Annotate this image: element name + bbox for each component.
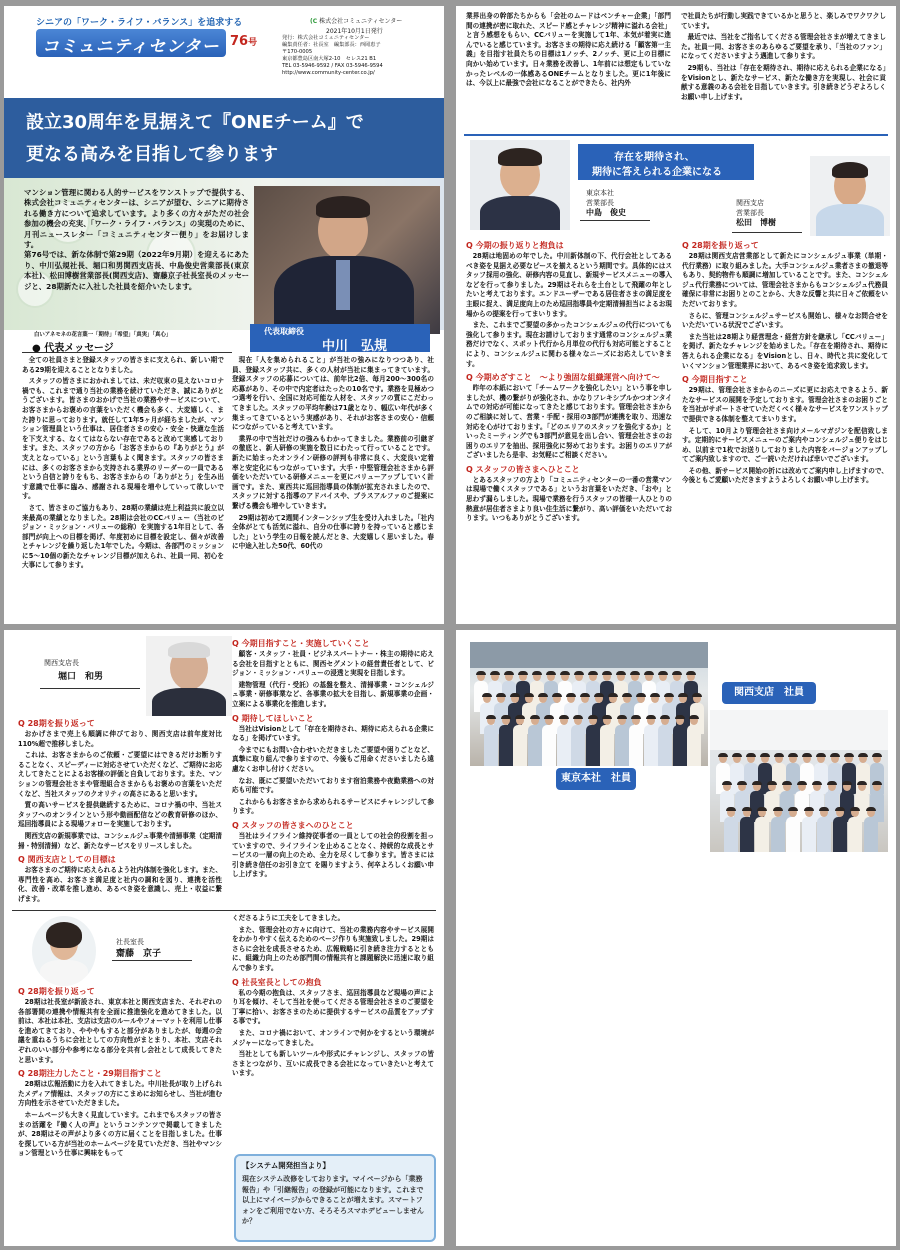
section-body: これは、お客さまからのご依頼・ご要望にはできるだけお断りすることなく、スピーディーに対応させていただくなど、ご期待にお応えしてきたことによるお客様の評価と自負しております。また、マンションの管理会社さまや管理組合さまからもお褒めの言葉をいただくなど、当社スタッフのクオリティの高さにあると思います。 bbox=[18, 751, 222, 798]
issue-no: 76 bbox=[230, 34, 249, 49]
tokyo-caption bbox=[556, 768, 636, 790]
system-box-title: 【システム開発担当より】 bbox=[242, 1161, 330, 1170]
lead-paragraph-2: 第76号では、新な体制で第29期（2022年9月期）を迎えるにあたり、中川弘規社長、堀口和男関西支店長、中島俊史営業部長(東京本社)、松田博樹営業部長(関西支店)、齋藤京子社長室長のメッセージと、28期新たに入社した社員を紹介いたします。 bbox=[24, 250, 249, 291]
matsuda-photo bbox=[810, 156, 890, 236]
message-col-1 bbox=[22, 356, 224, 618]
horiguchi-caption bbox=[44, 656, 103, 684]
section-heading: Q 28期注力したこと・29期目指すこと bbox=[18, 1069, 162, 1079]
company-brand bbox=[310, 16, 402, 25]
president-caption bbox=[250, 324, 430, 352]
nakajima-branch: 東京本社 bbox=[586, 189, 614, 197]
matsuda-caption bbox=[736, 198, 776, 228]
section-heading: Q 今期目指すこと・実施していくこと bbox=[232, 639, 370, 648]
tagline: シニアの「ワーク・ライフ・バランス」を追求する bbox=[36, 18, 243, 28]
section-body: さらに、管理コンシェルジュサービスも開始し、様々なお問合せをいただいている状況でございます。 bbox=[682, 311, 888, 330]
colophon-line: TEL 03-5946-9592 / FAX 03-5946-9594 bbox=[282, 63, 383, 69]
section-body: 私の今期の抱負は、スタッフさま、巡回指導員など現場の声により耳を傾け、そして当社を使ってくださる管理会社さまのご要望を丁寧に拾い、お客さまのために提供するサービスの品質をアップする事です。 bbox=[232, 988, 434, 1026]
cc-logo-icon: (C bbox=[310, 18, 318, 25]
message-rule bbox=[22, 352, 232, 353]
matsuda-column bbox=[682, 240, 888, 616]
company-brand-name: 株式会社コミュニティセンター bbox=[319, 18, 403, 25]
president-photo bbox=[254, 186, 440, 334]
staff-figure bbox=[615, 716, 629, 766]
lead-paragraph: マンション管理に関わる人的サービスをワンストップで提供する、株式会社コミュニティセンターは、シニアが望む、シニアに期待される働き方について追求しています。より多くの方々がただの社会参加の機会の充実、「ワーク・ライフ・バランス」の実現のために、月刊ニュースレター「コミュニティセンター便り」をお届けします。 bbox=[24, 188, 249, 250]
page2-top-left bbox=[466, 12, 671, 128]
message-paragraph: 全ての社員さまと登録スタッフの皆さまに支えられ、新しい期である29期を迎えることとなりました。 bbox=[22, 356, 224, 374]
system-box-body: 現在システム改修をしております。マイページから「業務報告」や「引継報告」の登録が可能になります。これまで以上にマイページからできることが増えます。スマートフォンをご利用でない方、そろそろスマホデビューしませんか？ bbox=[242, 1175, 424, 1225]
section-body: 28期は関西支店営業部として新たにコンシェルジュ事業（単期・代行業務）に取り組みました。大手コンシェルジュ業者さまの撤退等もあり、契約物件も順調に増加していることです。また、コンシェルジュ代行業務については、管理会社さまからもコンシェルジュ代務員確保に非常にお困りとのことから、大きな反響と共に日々ご依頼をいただいております。 bbox=[682, 252, 888, 308]
section-heading: Q 社長室長としての抱負 bbox=[232, 977, 322, 987]
message-col-2 bbox=[232, 356, 434, 618]
tokyo-staff-figures bbox=[470, 642, 708, 766]
staff-figure bbox=[557, 716, 571, 766]
message-paragraph: 29期は初めて2週間インターンシップ生を受け入れました。「社内全体がとても活気に溢れ、自分の仕事に誇りを持っていると感じました」という学生の日報を読んだとき、大変嬉しく思いました。春に中途入社した50代、60代の bbox=[232, 513, 434, 551]
saito-column bbox=[18, 986, 222, 1240]
message-heading-text: 代表メッセージ bbox=[44, 343, 114, 354]
horiguchi-title: 関西支店長 bbox=[44, 659, 79, 667]
kansai-group-photo bbox=[710, 710, 888, 852]
section-body: また、管理会社の方々に向けて、当社の業務内容やサービス展開をわかりやすく伝えるためのページ作りも実施致しました。29期はさらに会社を成長させるため、広報戦略に引き続き注力するとともに、組織力向上のため部門間の情報共有と課題解決に迅速に取り組んで参ります。 bbox=[232, 925, 434, 972]
section-heading: Q 今期めざすこと ～より強固な組織運営へ向けて～ bbox=[466, 373, 660, 383]
colophon-line: 東京都豊島区南大塚2-10 セレス21 B1 bbox=[282, 56, 377, 62]
message-paragraph: スタッフの皆さまにおかれましては、未だ収束の見えないコロナ禍でも、これまで通り当社の業務を続けていただき、誠にありがとうございます。皆さまのおかげで当社の業務やサービスについて、お客さまからお褒めの言葉をいただく機会も多く、大変嬉しく、また誇りに思っております。就任して1年5ヶ月が経ちましたが、マンション管理員という仕事は、居住者さまの安心・安全・快適な生活を下支えする、なくてはならない存在であると改めて実感しております。また、スタッフの方から「お客さまからの『ありがとう』が支えとなっている」という言葉もよく聞きます。スタッフの皆さまには、多くのお客さまから支持される業界のリーダーの一員であるという自信と誇りをもち、お客さまからの「ありがとう」を生み出す意識で仕事に臨み、感謝される現場を増やしていって欲しいです。 bbox=[22, 377, 224, 501]
section-body: とあるスタッフの方より「コミュニティセンターの一番の営業マンは現場で働くスタッフである」というお言葉をいただき、「おや」と思わず漏らしました。現場で業務を行うスタッフの皆様一人ひとりの熱意が居住者さまより良い住生活に繋がり、高い評価をいただいております。いつもありがとうございます。 bbox=[466, 475, 672, 523]
section-body: 当社はVisionとして「存在を期待され、期待に応えられる企業になる」を掲げています。 bbox=[232, 724, 434, 743]
section-heading: Q スタッフの皆さまへひとこと bbox=[466, 464, 580, 474]
section-heading: Q 関西支店としての目標は bbox=[18, 855, 116, 865]
lead-text bbox=[24, 188, 249, 318]
message-paragraph: 現在「人を集められること」が当社の強みになりつつあり、社員、登録スタッフ共に、多くの人材が当社に集まってきています。登録スタッフの応募については、前年比2倍、毎月200～300名の応募があり、その中で内定者はたったの10名です。業務を見極めつつ選考を行い、全国に対応可能な人材を、スタッフの質にこだわってきました。スタッフの平均年齢は71歳となり、幅広い年代が多く集まってきているという実感があり、それがお客さまの安心・信頼につながっていると考えています。 bbox=[232, 356, 434, 432]
section-body: 昨年の本紙において「チームワークを強化したい」という事を申しましたが、機の繋がりが強化され、かなりフレキシブルかつオンタイムでの対応が可能になってきたと感じております。管理会社さまからのご相談に対して、営業・手配・採用の3部門が連携を取り、迅速な対応を心がけております。「どのエリアのスタッフを強化するか」といったミーティングでも3部門が意見を出し合い、管理会社さまのお困りのエリアを抽出、採用強化に努めております。お困りのエリアがございましたら是非、お気軽にご相談ください。 bbox=[466, 384, 672, 460]
section-body: 当社はライフライン維持従事者の一員としての社会的役割を担っていますので、ライフラインを止めることなく、持続的な成長とサービスの一層の向上のため、全力を尽くして参ります。皆さまには引き続き信任のお引き立て を賜りますよう、何卒よろしくお願い申し上げます。 bbox=[232, 831, 434, 879]
staff-figure bbox=[571, 716, 585, 766]
headline-line-2: 更なる高みを目指して参ります bbox=[26, 144, 278, 165]
section-body: 29期は、管理会社さまからのニーズに更にお応えできるよう、新たなサービスの展開を予定しております。管理会社さまのお困りごとを当社がサポートさせていただくべく様々なサービスをワンストップで提供できる体制を整えてまいります。 bbox=[682, 386, 888, 423]
staff-figure bbox=[864, 808, 878, 852]
staff-figure bbox=[673, 716, 687, 766]
section-body: また当社は28期より経営理念・経営方針を継承し「CCバリュー」を掲げ、新たなチャレンジを始めました。「存在を期待され、期待に答えられる企業になる」をVisionとし、日々、時代と共に変化していくマンション管理業界において、あるべき姿を追求致します。 bbox=[682, 332, 888, 370]
section-body: そして、10月より管理会社さま向けメールマガジンを配信致します。定期的にサービスメニューのご案内やコンシェルジュ便りをはじめ、以前まで1枚でお送りしておりました内容をバージョンアップしてご案内致しますので、ご一読いただければ幸いでございます。 bbox=[682, 426, 888, 464]
bullet-icon: ● bbox=[32, 343, 41, 354]
saito-column-right bbox=[232, 914, 434, 1150]
kansai-caption-text: 関西支店 社員 bbox=[734, 687, 804, 698]
kansai-staff-figures bbox=[710, 710, 888, 852]
message-paragraph: 業界出身の幹部たちからも「会社のムードはベンチャー企業」「部門間の連携が密に取れた、スピード感とチャレンジ精神に溢れる会社」と言う感想をもらい、CCバリューを実施して1年、本気が着実に進んでいると感じています。お客さまの期待に応え続ける「顧客第一主義」を目指す社員たちの目標は1ノッチ、2ノッチ、更に上の目標に向かい始めています。日々業務を改善し、1年前には想定もしていなかったレベルの一体感あるONEチームとなりました。更に1年後には、今以上に最強で会社になることができたら、社内外 bbox=[466, 12, 671, 88]
nakajima-column bbox=[466, 240, 672, 616]
headline-block bbox=[4, 98, 444, 178]
section-heading: Q 28期を振り返って bbox=[18, 719, 95, 728]
nakajima-name: 中島 俊史 bbox=[586, 208, 626, 217]
horiguchi-column-right bbox=[232, 638, 434, 906]
section-body: 28期は広報活動に力を入れてきました。中川社長が取り上げられたメディア情報は、スタッフの方にこまめにお知らせし、当社が進む方向性を示させていただきました。 bbox=[18, 1080, 222, 1108]
system-box bbox=[234, 1154, 436, 1242]
caption-rule bbox=[732, 232, 802, 233]
caption-rule bbox=[580, 220, 650, 221]
section-divider bbox=[12, 910, 436, 911]
message-paragraph: さて、皆さまのご協力もあり、28期の業績は売上利益共に設立以来最高の業績となりました。28期は会社のCCバリュー（当社のビジョン・ミッション・バリューの総称）を実施する1年目として、各部門が向上への目標を掲げ、年度初めに目標を設定し、個々が改善とチャレンジを繰り返した1年でした。今期は、各部門のミッションに5～10個の新たなチャレンジ目標が加えられ、社員一同、初心を大事にして参ります。 bbox=[22, 503, 224, 570]
page-4 bbox=[456, 630, 896, 1246]
president-name: 中川 弘規 bbox=[322, 339, 388, 354]
caption-rule bbox=[40, 688, 140, 689]
issue-suffix: 号 bbox=[248, 38, 258, 48]
section-body: 当社としても新しいツールや形式にチャレンジし、スタッフの皆さまとつながり、互いに成長できる会社になっていきたいと考えています。 bbox=[232, 1050, 434, 1078]
vision-line-1: 存在を期待され、 bbox=[614, 152, 695, 163]
staff-figure bbox=[687, 716, 701, 766]
colophon-line: 〒170-0005 bbox=[282, 49, 313, 55]
headline-line-1: 設立30周年を見据えて『ONEチーム』で bbox=[26, 112, 364, 133]
section-body: また、コロナ禍において、オンラインで何かをするという環境がメジャーになってきました。 bbox=[232, 1028, 434, 1047]
section-body: ホームページも大きく見直しています。これまでもスタッフの皆さまの活躍を『働く人の声』というコンテンツで掲載してきましたが、28期はその声がより多くの方に届くことを目指しました。仕事を探している方が当社のホームページを見ていただき、当社やマンション管理という仕事に興味をもって bbox=[18, 1110, 222, 1158]
section-body: くださるように工夫をしてきました。 bbox=[232, 914, 345, 922]
section-heading: Q 今期目指すこと bbox=[682, 375, 748, 385]
page-3 bbox=[4, 630, 444, 1246]
colophon-line: 編集責任者：社長室 編集部長：西岡恵子 bbox=[282, 42, 381, 48]
colophon-line: 発行：株式会社コミュニティセンター bbox=[282, 35, 370, 41]
staff-figure bbox=[848, 808, 862, 852]
staff-figure bbox=[629, 716, 643, 766]
section-body: これからもお客さまから求められるサービスにチャレンジして参ります。 bbox=[232, 797, 434, 816]
staff-figure bbox=[644, 716, 658, 766]
kansai-caption bbox=[722, 682, 816, 704]
page2-rule bbox=[464, 134, 888, 136]
staff-figure bbox=[786, 808, 800, 852]
newsletter-logo-banner bbox=[36, 29, 226, 82]
section-body: 顧客・スタッフ・社員・ビジネスパートナー・株主の期待に応える会社を目指すとともに、関西セグメントの経営責任者として、ビジョン・ミッション・バリューの浸透と実現を目指します。 bbox=[232, 650, 434, 678]
section-body: その他、新サービス開始の折には改めてご案内申し上げますので、今後ともご愛顧いただきますようよろしくお願い申し上げます。 bbox=[682, 466, 888, 485]
horiguchi-photo bbox=[146, 636, 232, 716]
section-heading: Q スタッフの皆さまへのひとこと bbox=[232, 820, 354, 830]
section-heading: Q 28期を振り返って bbox=[18, 987, 95, 996]
staff-figure bbox=[658, 716, 672, 766]
section-body: 28期は社長室が新設され、東京本社と関西支店また、それぞれの各部署間の連携や情報共有を全面に推進強化を進めてきました。以前は、本社は本社、支店は支店のルールやフォーマットを利用し仕事を進めてきており、やややもすると部分がありましたが、毎週の会議を重ねるうちに会社としての方向性がまとまり、本社、支店それぞれのいい部分や参考になる部分を共有し会社として成長してきたと思います。 bbox=[18, 998, 222, 1064]
colophon bbox=[282, 35, 442, 77]
section-heading: Q 期待してほしいこと bbox=[232, 713, 314, 723]
staff-figure bbox=[724, 808, 738, 852]
staff-figure bbox=[740, 808, 754, 852]
staff-figure bbox=[833, 808, 847, 852]
staff-figure bbox=[802, 808, 816, 852]
horiguchi-name: 堀口 和男 bbox=[58, 672, 104, 682]
page2-top-right bbox=[681, 12, 886, 128]
issue-number bbox=[230, 34, 257, 49]
staff-figure bbox=[484, 716, 498, 766]
section-body: 今までにもお問い合わせいただきましたご要望や困りごとなど、真摯に取り組んで参りますので、今後もご用命くださいましたら遠慮なくお申し付けください。 bbox=[232, 745, 434, 773]
section-heading: Q 今期の振り返りと抱負は bbox=[466, 241, 564, 250]
message-paragraph: 29期も、当社は「存在を期待され、期待に応えられる企業になる」をVisionとし、新たなサービス、新たな働き方を実現し、社会に貢献する意義のある会社を目指していきます。引き続きどうぞよろしくお願い申し上げます。 bbox=[681, 63, 886, 101]
flower-caption: 白いアネモネの花言葉一「期待」「希望」「真実」「真心」 bbox=[34, 332, 172, 338]
staff-figure bbox=[499, 716, 513, 766]
section-body: 質の高いサービスを提供継続するために、コロナ禍の中、当社スタッフへのオンラインという形や動画配信などの教育研修のほか、巡回指導員による現場フォローを実施しております。 bbox=[18, 801, 222, 829]
staff-figure bbox=[513, 716, 527, 766]
section-body: 28期は地固めの年でした。中川新体制の下、代行会社としてあるべき姿を見据え必要なピースを揃えるという期間です。具体的にはスタッフ採用の強化、研修内容の見直し、新規サービスメニューの導入などを行って参りました。29期はそれらを土台として飛躍の年としたいと考えております。エンドユーザーである居住者さまの満足度を主眼に捉え、満足度向上のため巡回指導員や定期清掃担当によるお現場からの提案を行ってまいります。 bbox=[466, 252, 672, 318]
saito-title: 社長室長 bbox=[116, 938, 144, 946]
president-title: 代表取締役 bbox=[264, 327, 304, 336]
message-paragraph: で社員たちが行動し実践できているかと思うと、楽しみでワクワクしています。 bbox=[681, 12, 886, 30]
vision-line-2: 期待に答えられる企業になる bbox=[592, 167, 722, 178]
horiguchi-column bbox=[18, 718, 222, 908]
nakajima-title: 営業部長 bbox=[586, 199, 614, 207]
page-2 bbox=[456, 6, 896, 624]
staff-figure bbox=[817, 808, 831, 852]
section-body: お客さまのご期待に応えられるよう社内体制を強化します。また、専門性を高め、お客さま満足度と社内の調和を図り、連携を活性化、改善・改革を推し進め、あるべき姿を意識し、売上・収益に繋げます。 bbox=[18, 866, 222, 903]
saito-photo bbox=[32, 916, 96, 986]
section-body: 関西支店の新規事業では、コンシェルジュ事業や清掃事業（定期清掃・特別清掃）など、新たなサービスをリリースしました。 bbox=[18, 831, 222, 850]
section-body: また、これまでご要望の多かったコンシェルジュの代行についても強化して参ります。現在お請けしております通常のコンシェルジュ業務だけでなく、スポット代行から月単位の代行も対応可能とすることにより、コンシェルジュに関わる様々なニーズにお応えしていきます。 bbox=[466, 321, 672, 368]
section-body: なお、既にご要望いただいております宿泊業務や夜勤業務への対応も可能です。 bbox=[232, 776, 434, 795]
issue-date: 2021年10月1日発行 bbox=[326, 28, 383, 35]
page-1 bbox=[4, 6, 444, 624]
nakajima-photo bbox=[470, 140, 570, 230]
matsuda-branch: 関西支店 bbox=[736, 199, 764, 207]
staff-figure bbox=[600, 716, 614, 766]
message-paragraph: 業界の中で当社だけの強みもわかってきました。業務前の引継ぎの徹底と、新人研修の実施を数日にわたって行っていることです。新たに始まったオンライン研修の評判も非常に良く、大変良い定着率と安定化にもつながっています。大手・中堅管理会社さまから評価をいただいている研修メニューを更にバリューアップしていく計画です。また、東西共に巡回指導員の体制が拡充されましたので、スタッフに対する指導のアドバイスや、プラスアルファのご提案に繋げる機会も増やしていきます。 bbox=[232, 434, 434, 510]
saito-name: 齋藤 京子 bbox=[116, 949, 162, 959]
section-heading: Q 28期を振り返って bbox=[682, 241, 759, 250]
matsuda-title: 営業部長 bbox=[736, 209, 764, 217]
nakajima-caption bbox=[586, 188, 626, 218]
staff-figure bbox=[771, 808, 785, 852]
staff-figure bbox=[755, 808, 769, 852]
message-paragraph: 最近では、当社をご指名してくださる管理会社さまが増えてきました。社員一同、お客さまのあらゆるご要望を承り、「当社のファン」になってくださいますよう邁進して参ります。 bbox=[681, 33, 886, 61]
staff-figure bbox=[542, 716, 556, 766]
staff-figure bbox=[586, 716, 600, 766]
caption-rule bbox=[112, 960, 192, 961]
staff-figure bbox=[528, 716, 542, 766]
matsuda-name: 松田 博樹 bbox=[736, 218, 776, 227]
colophon-line: http://www.community-center.co.jp/ bbox=[282, 70, 375, 76]
newsletter-name: コミュニティセンター便り bbox=[42, 37, 220, 82]
section-body: 建物管理（代行・受託）の基盤を整え、清掃事業・コンシェルジュ事業・研修事業など、各事業の拡大を目指し、新規事業の企画・立案による事業化を推進します。 bbox=[232, 680, 434, 708]
section-body: おかげさまで売上も順調に伸びており、関西支店は前年度対比110%超で推移しました。 bbox=[18, 730, 222, 748]
vision-box bbox=[578, 144, 754, 180]
tokyo-group-photo bbox=[470, 642, 708, 766]
tokyo-caption-text: 東京本社 社員 bbox=[561, 773, 631, 784]
saito-caption bbox=[116, 936, 161, 960]
